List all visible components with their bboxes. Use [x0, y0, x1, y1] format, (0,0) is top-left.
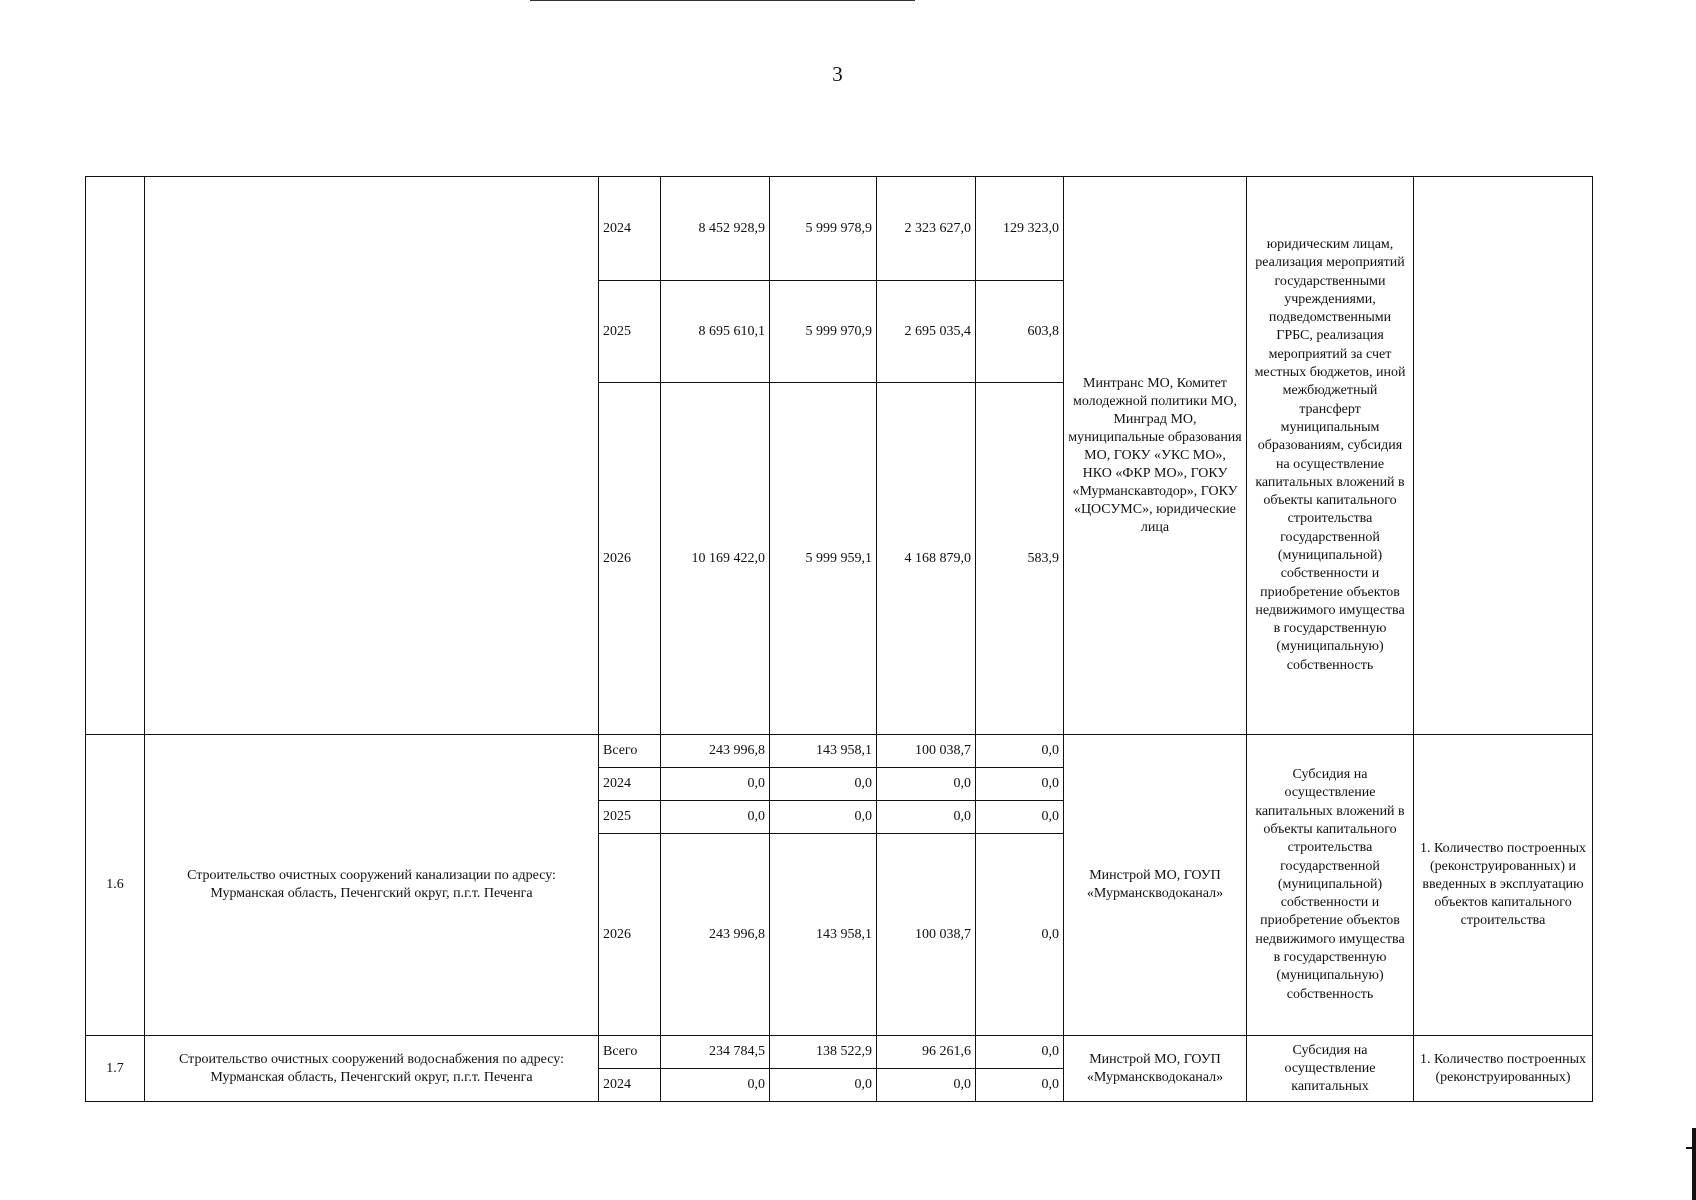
year-cell: 2026 — [599, 383, 661, 735]
year-cell: Всего — [599, 735, 661, 768]
federal-budget-cell: 0,0 — [770, 801, 877, 834]
budget-table — [85, 176, 1593, 1102]
total-cell: 243 996,8 — [661, 834, 770, 1036]
federal-budget-cell: 5 999 959,1 — [770, 383, 877, 735]
other-sources-cell: 0,0 — [976, 801, 1064, 834]
federal-budget-cell: 5 999 970,9 — [770, 281, 877, 383]
mechanism-cell: юридическим лицам, реализация мероприятий государственными учреждениями, подведомственными ГРБС, реализация мероприятий за счет местных бюджетов, иной межбюджетный трансферт муниципальным образованиям, субсидия на осуществление капитальных вложений в объекты капитального строительства государственной (муниципальной) собственности и приобретение объектов недвижимого имущества в государственную (муниципальную) собственность — [1247, 177, 1414, 735]
other-sources-cell: 583,9 — [976, 383, 1064, 735]
federal-budget-cell: 138 522,9 — [770, 1036, 877, 1069]
executors-cell: Минтранс МО, Комитет молодежной политики МО, Минград МО, муниципальные образования МО, ГОКУ «УКС МО», НКО «ФКР МО», ГОКУ «Мурманскавтодор», ГОКУ «ЦОСУМС», юридические лица — [1064, 177, 1247, 735]
total-cell: 8 695 610,1 — [661, 281, 770, 383]
number-cell — [86, 177, 145, 735]
regional-budget-cell: 2 323 627,0 — [877, 177, 976, 281]
other-sources-cell: 129 323,0 — [976, 177, 1064, 281]
federal-budget-cell: 143 958,1 — [770, 834, 877, 1036]
regional-budget-cell: 2 695 035,4 — [877, 281, 976, 383]
indicator-cell — [1414, 177, 1593, 735]
federal-budget-cell: 143 958,1 — [770, 735, 877, 768]
executors-cell: Минстрой МО, ГОУП «Мурманскводоканал» — [1064, 1036, 1247, 1102]
item-name: Строительство очистных сооружений канализации по адресу: Мурманская область, Печенгский округ, п.г.т. Печенга — [145, 735, 599, 1036]
page-number: 3 — [832, 62, 843, 86]
regional-budget-cell: 0,0 — [877, 1069, 976, 1102]
total-cell: 243 996,8 — [661, 735, 770, 768]
total-cell: 10 169 422,0 — [661, 383, 770, 735]
table-row — [86, 177, 1593, 281]
year-cell: 2024 — [599, 177, 661, 281]
edge-mark — [1692, 1128, 1696, 1200]
regional-budget-cell: 4 168 879,0 — [877, 383, 976, 735]
edge-mark — [1686, 1147, 1696, 1149]
regional-budget-cell: 0,0 — [877, 768, 976, 801]
total-cell: 0,0 — [661, 768, 770, 801]
other-sources-cell: 0,0 — [976, 735, 1064, 768]
federal-budget-cell: 0,0 — [770, 768, 877, 801]
total-cell: 234 784,5 — [661, 1036, 770, 1069]
item-name: Строительство очистных сооружений водоснабжения по адресу: Мурманская область, Печенгский округ, п.г.т. Печенга — [145, 1036, 599, 1102]
table-row — [86, 735, 1593, 768]
total-cell: 0,0 — [661, 801, 770, 834]
total-cell: 8 452 928,9 — [661, 177, 770, 281]
other-sources-cell: 0,0 — [976, 768, 1064, 801]
year-cell: 2026 — [599, 834, 661, 1036]
executors-cell: Минстрой МО, ГОУП «Мурманскводоканал» — [1064, 735, 1247, 1036]
item-number: 1.7 — [86, 1036, 145, 1102]
other-sources-cell: 0,0 — [976, 1036, 1064, 1069]
regional-budget-cell: 100 038,7 — [877, 735, 976, 768]
indicator-cell: 1. Количество построенных (реконструированных) — [1414, 1036, 1593, 1102]
table-row — [86, 1036, 1593, 1069]
regional-budget-cell: 0,0 — [877, 801, 976, 834]
federal-budget-cell: 5 999 978,9 — [770, 177, 877, 281]
federal-budget-cell: 0,0 — [770, 1069, 877, 1102]
year-cell: 2024 — [599, 768, 661, 801]
header-rule — [530, 0, 915, 1]
other-sources-cell: 0,0 — [976, 834, 1064, 1036]
other-sources-cell: 603,8 — [976, 281, 1064, 383]
name-cell — [145, 177, 599, 735]
other-sources-cell: 0,0 — [976, 1069, 1064, 1102]
mechanism-cell: Субсидия на осуществление капитальных — [1247, 1036, 1414, 1102]
indicator-cell: 1. Количество построенных (реконструированных) и введенных в эксплуатацию объектов капитального строительства — [1414, 735, 1593, 1036]
year-cell: Всего — [599, 1036, 661, 1069]
mechanism-cell: Субсидия на осуществление капитальных вложений в объекты капитального строительства государственной (муниципальной) собственности и приобретение объектов недвижимого имущества в государственную (муниципальную) собственность — [1247, 735, 1414, 1036]
year-cell: 2025 — [599, 801, 661, 834]
year-cell: 2024 — [599, 1069, 661, 1102]
item-number: 1.6 — [86, 735, 145, 1036]
regional-budget-cell: 100 038,7 — [877, 834, 976, 1036]
year-cell: 2025 — [599, 281, 661, 383]
total-cell: 0,0 — [661, 1069, 770, 1102]
regional-budget-cell: 96 261,6 — [877, 1036, 976, 1069]
